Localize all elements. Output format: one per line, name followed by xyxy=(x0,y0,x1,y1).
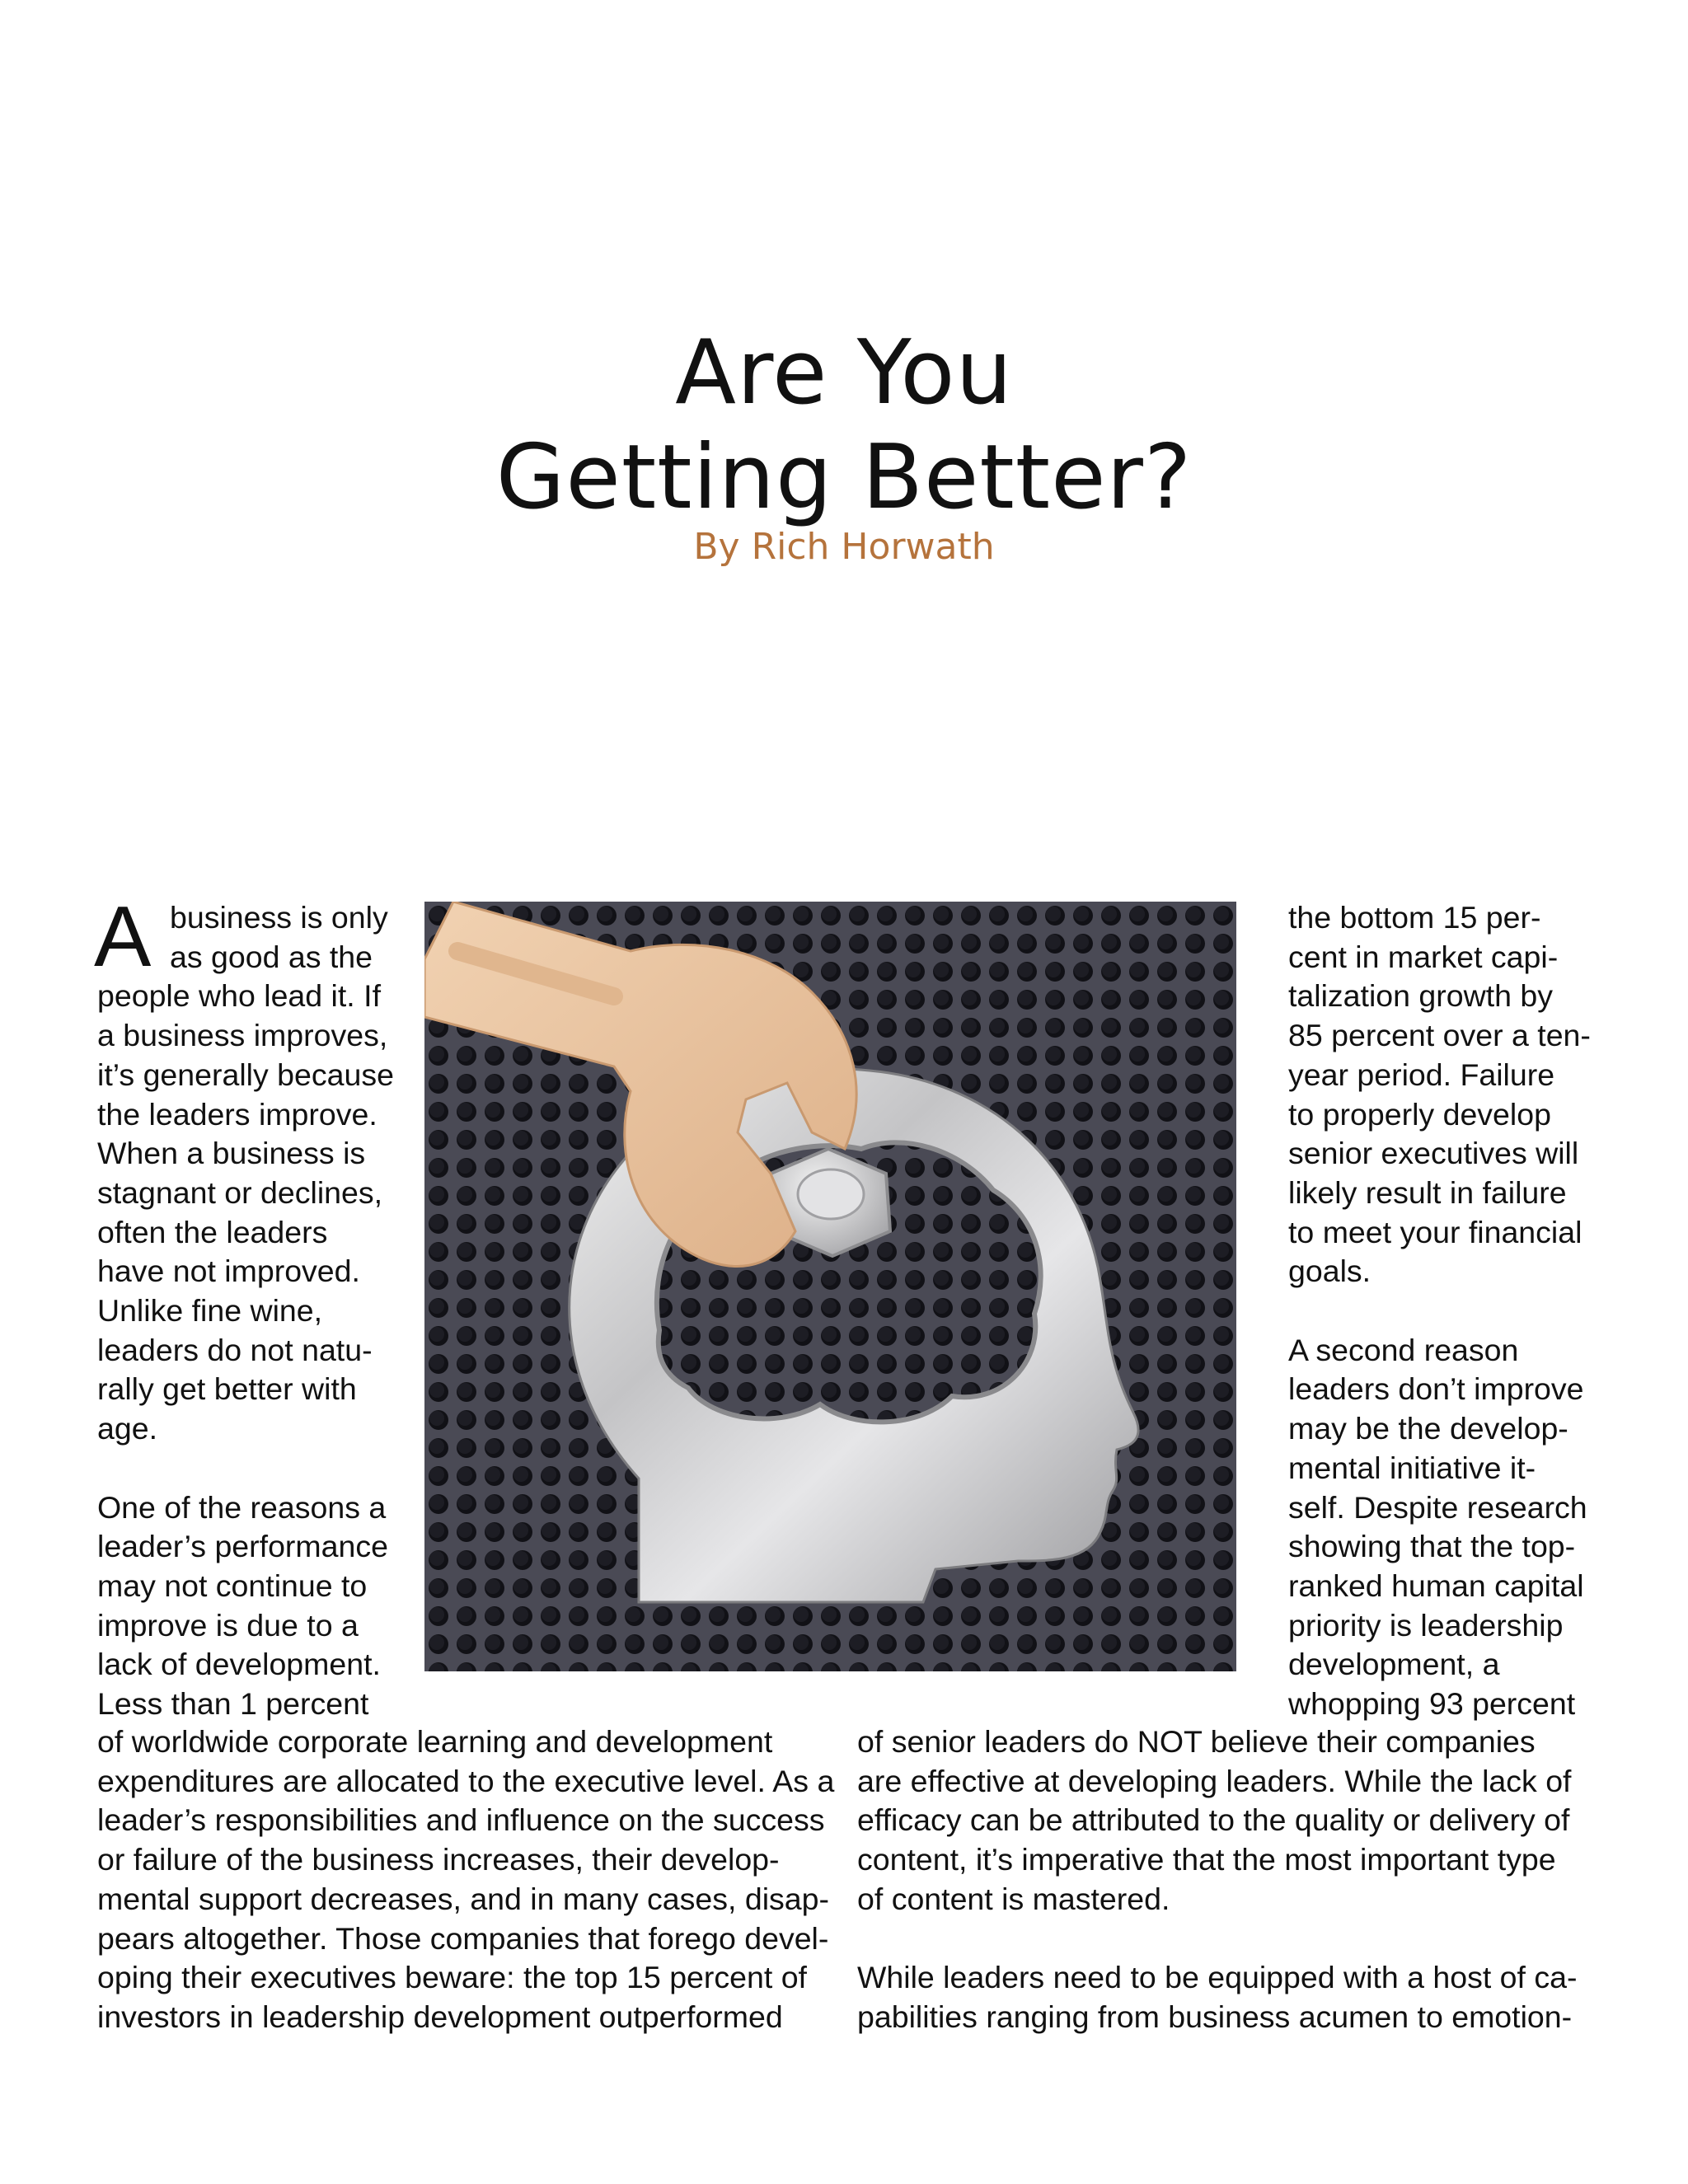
text-line: When a business is xyxy=(97,1136,366,1171)
text-line: Less than 1 percent xyxy=(97,1686,369,1722)
text-line: the leaders improve. xyxy=(97,1096,377,1132)
text-line: may not continue to xyxy=(97,1568,368,1603)
text-line: leader’s performance xyxy=(97,1529,388,1564)
bottom-left-column-text xyxy=(97,1722,834,2037)
text-line: self. Despite research xyxy=(1288,1489,1587,1525)
text-line: improve is due to a xyxy=(97,1607,359,1643)
article-title-line-2: Getting Better? xyxy=(495,426,1193,529)
text-line: of senior leaders do NOT believe their companies xyxy=(857,1724,1536,1759)
text-line: the bottom 15 per- xyxy=(1288,900,1541,935)
text-line: year period. Failure xyxy=(1288,1057,1555,1092)
text-line: leaders don’t improve xyxy=(1288,1371,1584,1407)
text-line: efficacy can be attributed to the quality or delivery of xyxy=(857,1802,1570,1838)
byline: By Rich Horwath xyxy=(693,526,995,568)
text-line: business is only xyxy=(170,900,388,935)
article-title-line-1: Are You xyxy=(675,321,1013,424)
text-line: ranked human capital xyxy=(1288,1568,1584,1603)
text-line: goals. xyxy=(1288,1254,1372,1289)
text-line: 85 percent over a ten- xyxy=(1288,1018,1591,1053)
text-line: have not improved. xyxy=(97,1254,360,1289)
paragraph-gap xyxy=(857,1919,1577,1959)
text-line: or failure of the business increases, their develop- xyxy=(97,1842,780,1877)
text-line: whopping 93 percent xyxy=(1288,1686,1576,1722)
text-line: mental initiative it- xyxy=(1288,1450,1536,1485)
text-line: of worldwide corporate learning and development xyxy=(97,1724,773,1759)
text-line: as good as the xyxy=(170,939,373,974)
text-line: cent in market capi- xyxy=(1288,939,1559,974)
drop-cap: A xyxy=(94,889,152,985)
text-line: showing that the top- xyxy=(1288,1529,1576,1564)
right-column-text xyxy=(1288,898,1591,1724)
text-line: leader’s responsibilities and influence on the success xyxy=(97,1802,825,1838)
bottom-right-column-text xyxy=(857,1722,1577,2037)
left-column-text xyxy=(97,898,394,1724)
text-line: One of the reasons a xyxy=(97,1489,387,1525)
text-line: are effective at developing leaders. While the lack of xyxy=(857,1763,1572,1798)
text-line: to meet your financial xyxy=(1288,1214,1582,1249)
text-line: stagnant or declines, xyxy=(97,1174,383,1210)
text-line: of content is mastered. xyxy=(857,1881,1170,1916)
text-line: rally get better with xyxy=(97,1371,357,1407)
paragraph-gap xyxy=(1288,1291,1591,1331)
text-line: a business improves, xyxy=(97,1018,388,1053)
text-line: may be the develop- xyxy=(1288,1411,1568,1446)
text-line: priority is leadership xyxy=(1288,1607,1564,1643)
text-line: mental support decreases, and in many cases, disap- xyxy=(97,1881,829,1916)
text-line: investors in leadership development outperformed xyxy=(97,1999,783,2034)
text-line: lack of development. xyxy=(97,1647,381,1682)
text-line: expenditures are allocated to the executive level. As a xyxy=(97,1763,835,1798)
text-line: oping their executives beware: the top 15 percent of xyxy=(97,1960,807,1995)
text-line: Unlike fine wine, xyxy=(97,1293,323,1329)
text-line: content, it’s imperative that the most important type xyxy=(857,1842,1556,1877)
text-line: development, a xyxy=(1288,1647,1500,1682)
text-line: While leaders need to be equipped with a host of ca- xyxy=(857,1960,1578,1995)
text-line: leaders do not natu- xyxy=(97,1332,373,1367)
text-line: often the leaders xyxy=(97,1214,328,1249)
text-line: pabilities ranging from business acumen to emotion- xyxy=(857,1999,1573,2034)
text-line: senior executives will xyxy=(1288,1136,1579,1171)
text-line: it’s generally because xyxy=(97,1057,394,1092)
text-line: people who lead it. If xyxy=(97,978,381,1014)
text-line: A second reason xyxy=(1288,1332,1519,1367)
text-line: talization growth by xyxy=(1288,978,1554,1014)
text-line: likely result in failure xyxy=(1288,1174,1567,1210)
paragraph-gap xyxy=(97,1449,394,1488)
text-line: to properly develop xyxy=(1288,1096,1551,1132)
head-wrench-illustration xyxy=(424,902,1236,1671)
text-line: pears altogether. Those companies that forego devel- xyxy=(97,1920,829,1956)
text-line: age. xyxy=(97,1411,157,1446)
